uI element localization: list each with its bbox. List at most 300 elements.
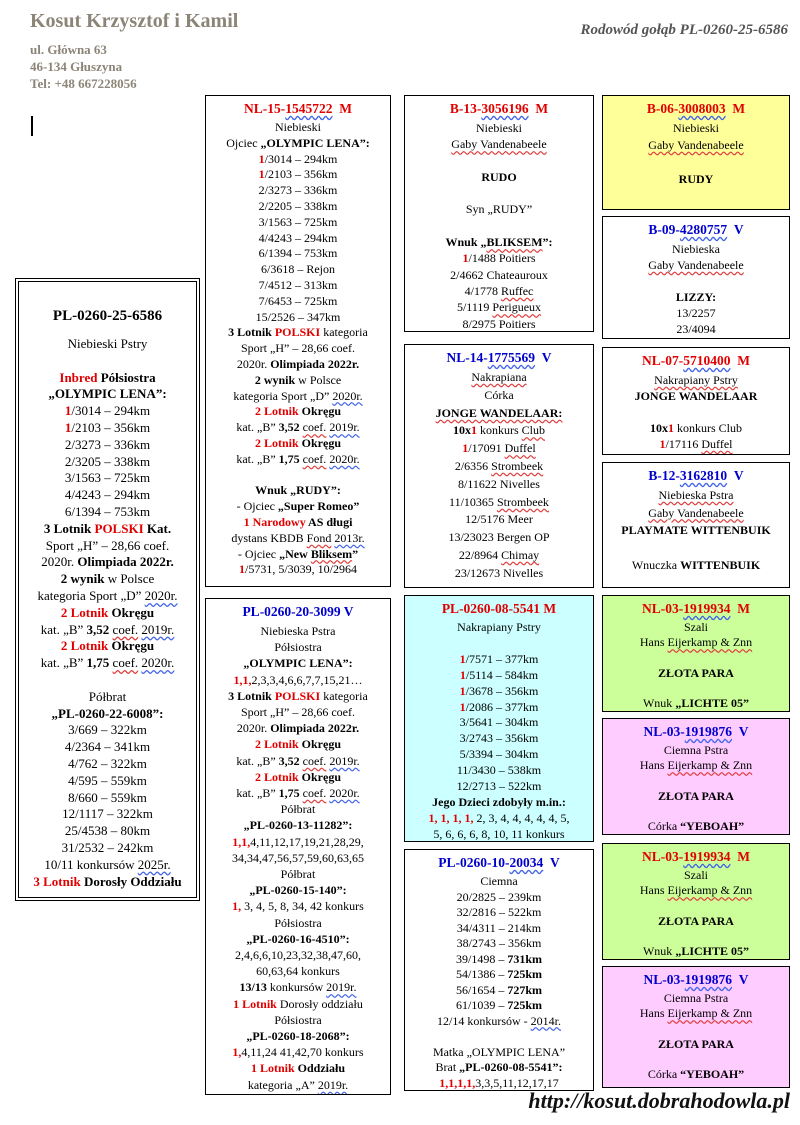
- text-line: [23, 353, 192, 370]
- text-line: [408, 120, 590, 136]
- text-line: [408, 779, 590, 795]
- text-segment: kat. „B”: [236, 786, 279, 801]
- text-segment: POLSKI: [274, 325, 321, 340]
- text-segment: B-13-: [449, 101, 482, 116]
- text-segment: 8/2975 Poitiers: [462, 316, 536, 331]
- text-line: [408, 967, 590, 983]
- text-segment: 1: [667, 421, 674, 435]
- text-line: [23, 571, 192, 588]
- text-segment: 6/3618 – Rejon: [261, 262, 335, 277]
- text-segment: 2020r.: [141, 655, 175, 671]
- text-line: [408, 921, 590, 937]
- text-line: [606, 991, 786, 1006]
- text-segment: Olimpiada 2022r.: [270, 356, 360, 371]
- text-segment: 2019r.: [329, 420, 360, 435]
- text-segment: 25/4538 – 80km: [64, 823, 151, 839]
- text-segment: 4280757: [679, 222, 728, 237]
- text-line: [408, 405, 590, 423]
- text-segment: 2 Lotnik: [254, 737, 302, 752]
- text-line: [606, 404, 786, 420]
- text-segment: Olimpiada 2022r.: [77, 554, 174, 570]
- text-line: [209, 167, 387, 183]
- text-line: [209, 672, 387, 688]
- text-segment: Sport „H” – 28,66 coef.: [241, 341, 355, 356]
- text-segment: 3/5641 – 304km: [459, 715, 539, 730]
- text-segment: 1919934: [683, 601, 731, 616]
- text-line: [23, 386, 192, 403]
- text-segment: 13/23023 Bergen OP: [448, 530, 550, 545]
- text-segment: Club: [521, 423, 545, 438]
- text-line: [209, 262, 387, 278]
- text-segment: 1: [462, 441, 469, 456]
- pedigree-box-father: [205, 95, 391, 587]
- text-cursor-mark: [31, 116, 33, 136]
- text-segment: kat. „B”: [236, 420, 279, 435]
- text-line: [23, 538, 192, 555]
- text-line: [209, 152, 387, 168]
- text-line: [209, 341, 387, 357]
- pedigree-box-subject: [15, 278, 200, 901]
- text-line: [606, 289, 786, 305]
- text-line: [408, 636, 590, 652]
- pedigree-box-great-grandparent-6: [602, 718, 790, 835]
- text-segment: 1: [470, 423, 477, 438]
- text-line: [209, 866, 387, 882]
- text-line: [408, 952, 590, 968]
- text-line: [606, 944, 786, 959]
- text-segment: 61/1039 –: [455, 998, 508, 1012]
- text-line: [209, 882, 387, 898]
- text-line: [606, 557, 786, 575]
- text-segment: „New: [279, 546, 311, 561]
- text-segment: 10x: [452, 423, 471, 438]
- text-segment: /1488 Poitiers: [468, 251, 536, 266]
- text-segment: 2019r.: [329, 753, 360, 768]
- text-segment: 34/4311 – 214km: [456, 920, 542, 935]
- text-segment: 2 Lotnik: [60, 638, 112, 654]
- text-segment: M: [730, 601, 750, 616]
- text-segment: 6/1394 – 753km: [258, 246, 338, 261]
- text-line: [209, 136, 387, 152]
- text-line: [209, 515, 387, 531]
- text-segment: 5/1119: [456, 300, 493, 315]
- text-segment: M: [725, 101, 746, 116]
- text-segment: kategoria: [320, 325, 368, 340]
- text-line: [209, 947, 387, 963]
- document-title: Rodowód gołąb PL-0260-25-6586: [580, 22, 788, 38]
- text-segment: 1,: [232, 1045, 242, 1060]
- text-segment: kat. „B”: [236, 753, 279, 768]
- text-line: [606, 789, 786, 804]
- text-line: [209, 963, 387, 979]
- text-line: [408, 1014, 590, 1030]
- text-segment: „PL-0260-08-5541”:: [459, 1060, 563, 1074]
- text-segment: 1: [459, 683, 466, 698]
- pedigree-box-great-grandparent-8: [602, 966, 790, 1088]
- text-segment: JONGE WANDELAAR:: [435, 405, 563, 420]
- text-segment: B-09-: [648, 222, 680, 237]
- text-line: [606, 620, 786, 635]
- text-segment: Gaby Vandenabeele: [648, 505, 744, 520]
- text-segment: Strombeek: [491, 458, 544, 473]
- text-segment: Niebieski: [476, 121, 522, 135]
- text-segment: Wnuczka: [631, 558, 681, 572]
- text-segment: 12/2713 – 522km: [456, 779, 542, 794]
- text-segment: 4/4243 – 294km: [64, 487, 151, 503]
- text-line: [408, 715, 590, 731]
- pedigree-details: [20, 336, 195, 890]
- text-line: [606, 868, 786, 883]
- text-line: [606, 120, 786, 137]
- text-line: [408, 169, 590, 185]
- text-segment: 2 Lotnik: [254, 769, 302, 784]
- text-segment: Oddziału: [294, 1061, 346, 1076]
- text-line: [209, 531, 387, 547]
- text-segment: 1,1,1,1,: [439, 1075, 476, 1090]
- text-segment: Eijerkamp & Znn: [667, 635, 753, 650]
- text-segment: RUDO: [481, 169, 517, 184]
- text-segment: Jego Dzieci zdobyły m.in.:: [432, 794, 566, 809]
- text-segment: 34,34,47,56,57,59,60,63,65: [232, 850, 364, 865]
- text-line: [209, 1077, 387, 1093]
- text-segment: Eijerkamp & Znn: [667, 883, 753, 898]
- text-segment: 3/1563 – 725km: [64, 470, 151, 486]
- text-segment: 5/3394 – 304km: [459, 747, 539, 762]
- text-line: [408, 283, 590, 299]
- owner-phone: Tel: +48 667228056: [30, 76, 137, 91]
- text-line: [209, 639, 387, 655]
- text-segment: 8/660 – 559km: [68, 789, 147, 805]
- text-line: [408, 684, 590, 700]
- text-segment: 13/2257: [676, 306, 716, 320]
- text-segment: NL-07-: [642, 353, 684, 368]
- pedigree-box-maternal-grandmother: [404, 849, 594, 1091]
- text-segment: 20034: [509, 855, 544, 870]
- text-line: [209, 834, 387, 850]
- text-line: [209, 1044, 387, 1060]
- text-line: [408, 565, 590, 583]
- text-segment: /3678 – 356km: [465, 683, 539, 698]
- ring-number-title: [405, 850, 593, 874]
- text-line: [408, 731, 590, 747]
- text-segment: Półbrat: [280, 867, 316, 882]
- text-line: [606, 487, 786, 505]
- text-segment: Gaby Vandenabeele: [648, 258, 744, 272]
- ring-number-title: [603, 844, 789, 868]
- text-line: [23, 722, 192, 739]
- text-segment: Kat.: [143, 520, 172, 536]
- text-segment: Niebieska: [672, 242, 720, 256]
- text-segment: 725km: [507, 967, 542, 981]
- text-segment: 12/14 konkursów -: [436, 1013, 531, 1028]
- text-line: [23, 823, 192, 840]
- text-segment: 2,3,3,4,6,6,7,7,15,21…: [251, 672, 363, 687]
- text-segment: 1: [64, 403, 72, 419]
- text-line: [408, 795, 590, 811]
- text-segment: 7/6453 – 725km: [258, 293, 338, 308]
- text-line: [408, 763, 590, 779]
- text-segment: M: [730, 849, 750, 864]
- text-segment: NL-15-: [244, 101, 286, 116]
- text-segment: 4/1778: [464, 283, 501, 298]
- text-segment: NL-03-: [642, 849, 684, 864]
- text-segment: NL-03-: [643, 972, 685, 987]
- text-segment: Ruffec: [500, 283, 534, 298]
- text-line: [209, 704, 387, 720]
- text-segment: „LICHTE 05”: [675, 944, 749, 959]
- text-line: [408, 1045, 590, 1061]
- text-segment: Hans: [639, 883, 668, 898]
- text-line: [23, 403, 192, 420]
- text-segment: 1: [459, 699, 466, 714]
- text-line: [606, 372, 786, 388]
- text-segment: Nakrapiany Pstry: [457, 620, 541, 634]
- text-segment: Szali: [684, 620, 708, 634]
- text-line: [23, 622, 192, 639]
- text-segment: coef.: [302, 753, 327, 768]
- text-line: [209, 120, 387, 136]
- text-line: [209, 452, 387, 468]
- text-line: [23, 689, 192, 706]
- text-segment: Fond: [306, 530, 332, 545]
- text-segment: „PL-0260-16-4510”:: [246, 931, 350, 946]
- text-line: [209, 183, 387, 199]
- text-line: [209, 246, 387, 262]
- text-segment: Matka „OLYMPIC LENA”: [432, 1044, 566, 1059]
- text-line: [408, 316, 590, 332]
- pedigree-box-maternal-grandfather: [404, 595, 594, 842]
- text-segment: /3014 – 294km: [264, 151, 338, 166]
- text-segment: 2013r.: [334, 530, 365, 545]
- text-segment: 1 Narodowy: [243, 514, 309, 529]
- ring-number-title: [405, 596, 593, 620]
- text-line: [209, 215, 387, 231]
- text-line: [408, 250, 590, 266]
- text-segment: 2019r.: [141, 621, 175, 637]
- text-segment: 2020r.: [329, 786, 360, 801]
- text-segment: WITTENBUIK: [680, 558, 761, 572]
- text-line: [23, 554, 192, 571]
- text-line: [606, 758, 786, 773]
- text-line: [606, 154, 786, 171]
- text-segment: „PL-0260-13-11282”:: [243, 818, 353, 833]
- text-line: [408, 998, 590, 1014]
- text-line: [23, 773, 192, 790]
- text-segment: Okręgu: [301, 404, 342, 419]
- text-segment: Półbrat: [280, 802, 316, 817]
- text-segment: 2/2205 – 338km: [258, 198, 338, 213]
- text-segment: 2/4662 Chateauroux: [450, 267, 548, 282]
- text-segment: 11/3430 – 538km: [456, 763, 542, 778]
- text-segment: Córka: [484, 387, 514, 402]
- text-segment: PL-0260-10-: [438, 855, 510, 870]
- text-line: [408, 511, 590, 529]
- text-line: [408, 218, 590, 234]
- text-line: [209, 420, 387, 436]
- text-segment: 2/3273 – 336km: [64, 436, 151, 452]
- text-segment: „PL-0260-22-6008”:: [51, 705, 164, 721]
- ring-number-title: [603, 96, 789, 120]
- pedigree-details: [603, 991, 789, 1083]
- text-segment: Syn „RUDY”: [465, 202, 533, 217]
- text-line: [209, 931, 387, 947]
- pedigree-details: [206, 623, 390, 1093]
- pedigree-details: [603, 241, 789, 337]
- text-line: [606, 1067, 786, 1082]
- text-line: [209, 357, 387, 373]
- text-line: [23, 336, 192, 353]
- text-segment: POLSKI: [274, 688, 321, 703]
- text-segment: 2/6356: [454, 458, 492, 473]
- text-line: [209, 231, 387, 247]
- ring-number-title: [20, 283, 195, 336]
- text-segment: Wnuk: [642, 944, 676, 959]
- text-line: [606, 171, 786, 188]
- text-line: [606, 696, 786, 711]
- text-segment: /7571 – 377km: [465, 651, 539, 666]
- text-segment: Okręgu: [111, 638, 155, 654]
- ring-number-title: [206, 96, 390, 120]
- text-segment: 3/669 – 322km: [68, 722, 147, 738]
- text-segment: Bliksem: [310, 546, 353, 561]
- ring-number-title: [405, 345, 593, 369]
- text-segment: 2020r.: [236, 721, 271, 736]
- text-line: [408, 476, 590, 494]
- text-segment: V: [732, 724, 749, 739]
- website-link[interactable]: http://kosut.dobrahodowla.pl: [528, 1088, 790, 1113]
- text-line: [209, 996, 387, 1012]
- pedigree-details: [405, 369, 593, 583]
- text-segment: Córka: [647, 819, 681, 834]
- text-segment: konkurs Club: [673, 421, 742, 435]
- text-line: [408, 700, 590, 716]
- text-segment: 1,75: [278, 451, 300, 466]
- text-segment: “YEBOAH”: [680, 1067, 745, 1082]
- text-segment: 7/4512 – 313km: [258, 277, 338, 292]
- text-segment: 2020r.: [144, 587, 178, 603]
- text-line: [606, 651, 786, 666]
- text-segment: 5710400: [683, 353, 731, 368]
- text-segment: JONGE WANDELAAR: [634, 389, 758, 403]
- text-segment: Hans: [639, 758, 668, 773]
- text-segment: 1: [238, 562, 245, 577]
- text-segment: 4/762 – 322km: [68, 755, 147, 771]
- text-segment: „Super Romeo”: [277, 499, 360, 514]
- text-segment: 3/2743 – 356km: [459, 731, 539, 746]
- text-segment: Gaby Vandenabeele: [451, 137, 547, 152]
- text-segment: 20/2825 – 239km: [456, 889, 542, 904]
- text-segment: Nakrapiana: [471, 370, 527, 384]
- text-segment: 3 Lotnik: [43, 520, 95, 536]
- text-line: [606, 273, 786, 289]
- text-segment: 1 Lotnik: [233, 996, 277, 1011]
- text-line: [606, 804, 786, 819]
- text-line: [209, 436, 387, 452]
- text-segment: Perigueux: [492, 300, 542, 315]
- text-segment: coef.: [112, 655, 139, 671]
- text-segment: 4,11,24 41,42,70 konkurs: [241, 1045, 364, 1060]
- text-segment: - Ojciec: [237, 546, 280, 561]
- text-segment: w Polsce: [104, 571, 155, 587]
- text-segment: Córka: [647, 1067, 681, 1082]
- text-segment: 1, 1, 1, 1,: [428, 810, 474, 825]
- text-line: [23, 756, 192, 773]
- text-line: [23, 655, 192, 672]
- owner-address-street: ul. Główna 63: [30, 42, 107, 57]
- text-segment: /17116: [665, 437, 702, 451]
- text-segment: NL-03-: [642, 601, 684, 616]
- ring-number-title: [603, 348, 789, 372]
- pedigree-box-paternal-grandmother: [404, 344, 594, 588]
- text-segment: Olimpiada 2022r.: [270, 721, 360, 736]
- text-line: [606, 1022, 786, 1037]
- text-line: [23, 706, 192, 723]
- text-segment: 3 Lotnik: [228, 325, 275, 340]
- pedigree-details: [603, 120, 789, 188]
- text-segment: Okręgu: [301, 737, 342, 752]
- text-segment: 1,1,: [232, 834, 251, 849]
- text-segment: 12/5176 Meer: [465, 512, 533, 527]
- text-line: [606, 540, 786, 558]
- text-line: [408, 299, 590, 315]
- text-line: [606, 241, 786, 257]
- text-segment: Ciemna Pstra: [663, 743, 729, 757]
- text-segment: Brat: [435, 1060, 460, 1074]
- text-line: [408, 827, 590, 842]
- text-segment: Dorosły oddziału: [276, 996, 363, 1011]
- text-segment: V: [732, 972, 749, 987]
- text-segment: /2103 – 356km: [71, 419, 151, 435]
- text-segment: AS długi: [308, 514, 353, 529]
- text-line: [23, 874, 192, 891]
- text-segment: V: [727, 222, 744, 237]
- text-segment: BLIKSEM: [486, 235, 543, 250]
- text-line: [23, 487, 192, 504]
- text-line: [408, 1060, 590, 1076]
- text-line: [408, 153, 590, 169]
- pedigree-box-great-grandparent-1: [602, 95, 790, 210]
- text-segment: „OLYMPIC LENA”:: [48, 386, 167, 402]
- text-segment: ”:: [542, 235, 553, 250]
- text-segment: V: [543, 855, 560, 870]
- text-segment: 3,52: [278, 753, 300, 768]
- text-segment: 11/10365: [449, 494, 497, 509]
- text-line: [209, 688, 387, 704]
- text-segment: 1: [462, 251, 469, 266]
- text-segment: kategoria Sport „D”: [233, 388, 333, 403]
- text-segment: 1,75: [86, 655, 110, 671]
- text-segment: 2025r.: [137, 856, 171, 872]
- pedigree-box-great-grandparent-3: [602, 347, 790, 455]
- text-line: [606, 522, 786, 540]
- text-segment: konkursów: [266, 980, 327, 995]
- text-segment: 2020r.: [236, 356, 271, 371]
- text-line: [408, 905, 590, 921]
- text-segment: Hans: [639, 1006, 668, 1021]
- text-line: [606, 1052, 786, 1067]
- text-line: [606, 420, 786, 436]
- text-segment: Sport „H” – 28,66 coef.: [241, 705, 355, 720]
- text-line: [606, 681, 786, 696]
- text-segment: 3/1563 – 725km: [258, 214, 338, 229]
- text-segment: B-12-: [648, 468, 680, 483]
- text-segment: Półsiostra: [274, 1012, 322, 1027]
- ring-number-title: [603, 217, 789, 241]
- text-segment: /5731, 5/3039, 10/2964: [244, 562, 357, 577]
- text-segment: 2, 3, 4, 4, 4, 4, 4, 5,: [473, 810, 570, 825]
- text-line: [209, 483, 387, 499]
- text-segment: coef.: [302, 451, 327, 466]
